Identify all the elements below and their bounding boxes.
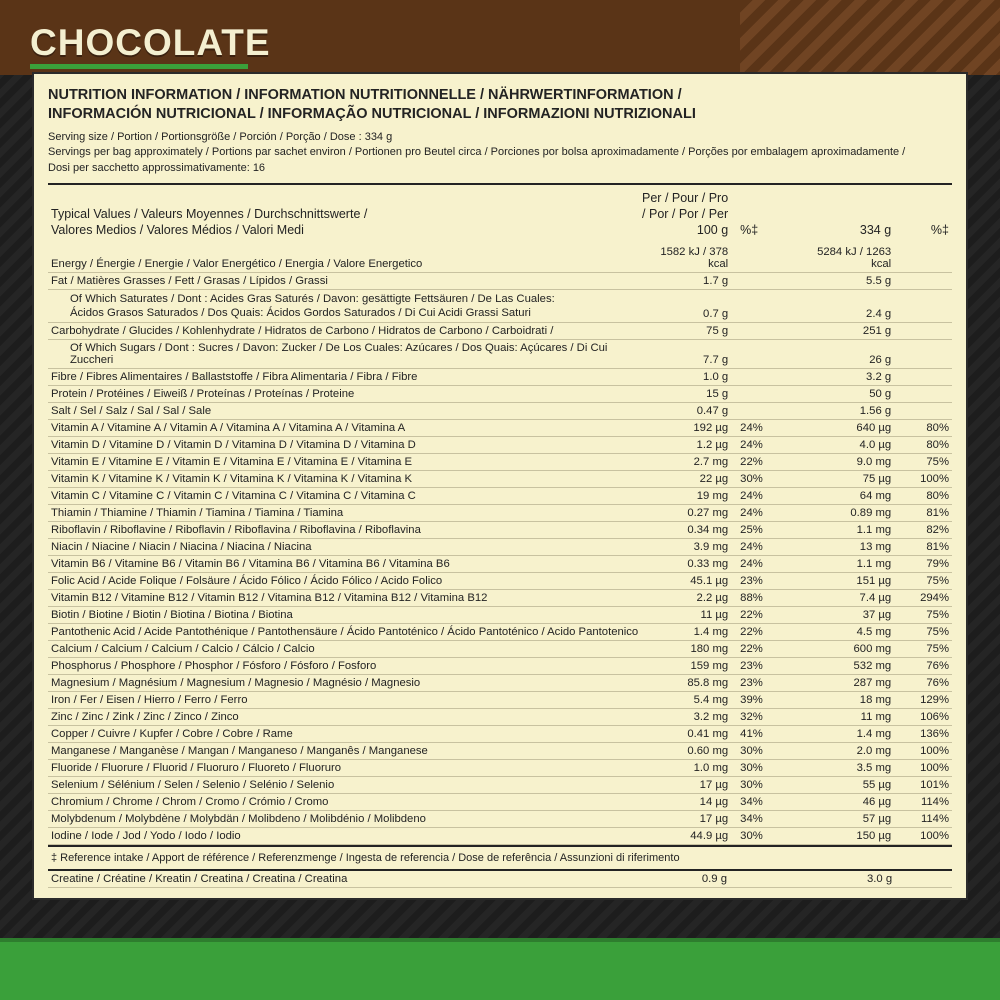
- percent-per-100g: 30%: [736, 827, 795, 844]
- value-per-334g: 18 mg: [795, 691, 899, 708]
- value-per-100g: 1582 kJ / 378 kcal: [639, 244, 736, 273]
- table-row: [48, 385, 952, 402]
- nutrient-name: Riboflavin / Riboflavine / Riboflavin / Riboflavina / Riboflavina / Riboflavina: [48, 521, 639, 538]
- nutrient-name: Pantothenic Acid / Acide Pantothénique / Pantothensäure / Ácido Pantoténico / Ácido Pantoténico / Acido Pantotenico: [48, 623, 639, 640]
- value-per-100g: 1.7 g: [639, 272, 736, 289]
- nutrient-name: Of Which Sugars / Dont : Sucres / Davon: Zucker / De Los Cuales: Azúcares / Dos Quais: Açúcares / Di Cui Zuccheri: [48, 339, 639, 368]
- table-row: [48, 572, 952, 589]
- nutrient-name: Manganese / Manganèse / Mangan / Manganeso / Manganês / Manganese: [48, 742, 639, 759]
- nutrient-name: Salt / Sel / Salz / Sal / Sal / Sale: [48, 402, 639, 419]
- percent-per-100g: 24%: [736, 504, 795, 521]
- header-percent-100g: %‡: [740, 223, 759, 238]
- percent-per-334g: 100%: [899, 470, 952, 487]
- percent-per-100g: [736, 322, 795, 339]
- value-per-100g: 11 µg: [639, 606, 736, 623]
- nutrient-name: Magnesium / Magnésium / Magnesium / Magnesio / Magnésio / Magnesio: [48, 674, 639, 691]
- value-per-100g: 0.27 mg: [639, 504, 736, 521]
- value-per-334g: 3.0 g: [794, 871, 901, 888]
- percent-per-334g: 75%: [899, 623, 952, 640]
- nutrient-name-line: Of Which Saturates / Dont : Acides Gras Saturés / Davon: gesättigte Fettsäuren / De Las Cuales:: [70, 292, 555, 305]
- value-per-100g: 17 µg: [639, 776, 736, 793]
- value-per-334g: 4.5 mg: [795, 623, 899, 640]
- percent-per-334g: 101%: [899, 776, 952, 793]
- value-per-100g: 17 µg: [639, 810, 736, 827]
- nutrient-name: [48, 289, 639, 322]
- table-row: [48, 339, 952, 368]
- value-per-100g: 192 µg: [639, 419, 736, 436]
- table-row: [48, 589, 952, 606]
- nutrition-table-head: [48, 185, 952, 244]
- value-per-100g: 159 mg: [639, 657, 736, 674]
- percent-per-334g: 76%: [899, 657, 952, 674]
- value-per-100g: 14 µg: [639, 793, 736, 810]
- nutrient-name: Fibre / Fibres Alimentaires / Ballaststoffe / Fibra Alimentaria / Fibra / Fibre: [48, 368, 639, 385]
- value-per-100g: 45.1 µg: [639, 572, 736, 589]
- value-per-100g: 0.34 mg: [639, 521, 736, 538]
- table-row: [48, 521, 952, 538]
- header-per-100g-line1: Per / Pour / Pro / Por / Por / Per: [642, 190, 729, 222]
- panel-heading: [48, 86, 952, 124]
- value-per-334g: 26 g: [795, 339, 899, 368]
- percent-per-100g: 30%: [736, 470, 795, 487]
- value-per-334g: 55 µg: [795, 776, 899, 793]
- header-typical-values-line1: Typical Values / Valeurs Moyennes / Durchschnittswerte /: [51, 207, 368, 222]
- table-row: [48, 555, 952, 572]
- percent-per-100g: 22%: [736, 623, 795, 640]
- value-per-334g: 13 mg: [795, 538, 899, 555]
- nutrient-name: Iron / Fer / Eisen / Hierro / Ferro / Ferro: [48, 691, 639, 708]
- percent-per-334g: [900, 871, 952, 888]
- value-per-334g: 64 mg: [795, 487, 899, 504]
- value-per-334g: 640 µg: [795, 419, 899, 436]
- nutrition-table-body: [48, 244, 952, 845]
- nutrient-name: Iodine / Iode / Jod / Yodo / Iodo / Iodio: [48, 827, 639, 844]
- extra-nutrition-table-body: [48, 871, 952, 888]
- percent-per-100g: [735, 871, 793, 888]
- percent-per-334g: 79%: [899, 555, 952, 572]
- table-row: [48, 871, 952, 888]
- header-per-100g-line2: 100 g: [696, 223, 729, 238]
- serving-info: [48, 130, 952, 176]
- value-per-100g: 85.8 mg: [639, 674, 736, 691]
- table-row: [48, 691, 952, 708]
- percent-per-100g: 23%: [736, 657, 795, 674]
- percent-per-334g: 80%: [899, 436, 952, 453]
- value-per-334g: 3.2 g: [795, 368, 899, 385]
- value-per-334g: 532 mg: [795, 657, 899, 674]
- nutrient-name: Vitamin B12 / Vitamine B12 / Vitamin B12 / Vitamina B12 / Vitamina B12 / Vitamina B12: [48, 589, 639, 606]
- table-row: [48, 436, 952, 453]
- value-per-100g: 2.2 µg: [639, 589, 736, 606]
- table-row: [48, 742, 952, 759]
- title-underline: [30, 64, 248, 69]
- nutrient-name: Niacin / Niacine / Niacin / Niacina / Niacina / Niacina: [48, 538, 639, 555]
- table-row: [48, 504, 952, 521]
- header-typical-values-line2: Valores Medios / Valores Médios / Valori Medi: [51, 223, 304, 238]
- nutrient-name: Vitamin D / Vitamine D / Vitamin D / Vitamina D / Vitamina D / Vitamina D: [48, 436, 639, 453]
- percent-per-334g: [899, 244, 952, 273]
- percent-per-100g: 22%: [736, 606, 795, 623]
- nutrient-name: Copper / Cuivre / Kupfer / Cobre / Cobre / Rame: [48, 725, 639, 742]
- percent-per-100g: [736, 244, 795, 273]
- nutrient-name: Biotin / Biotine / Biotin / Biotina / Biotina / Biotina: [48, 606, 639, 623]
- servings-per-bag-line2: Dosi per sacchetto approssimativamente: 16: [48, 161, 266, 174]
- value-per-334g: 46 µg: [795, 793, 899, 810]
- percent-per-100g: 32%: [736, 708, 795, 725]
- value-per-100g: 1.0 mg: [639, 759, 736, 776]
- value-per-100g: 0.9 g: [636, 871, 735, 888]
- header-percent-334g: %‡: [930, 223, 949, 238]
- value-per-334g: 3.5 mg: [795, 759, 899, 776]
- percent-per-334g: [899, 289, 952, 322]
- table-row: [48, 674, 952, 691]
- nutrition-table: [48, 185, 952, 845]
- value-per-334g: 150 µg: [795, 827, 899, 844]
- panel-heading-line1: NUTRITION INFORMATION / INFORMATION NUTRITIONNELLE / NÄHRWERTINFORMATION /: [48, 87, 682, 103]
- percent-per-100g: 34%: [736, 810, 795, 827]
- extra-nutrition-table: [48, 871, 952, 888]
- value-per-100g: 19 mg: [639, 487, 736, 504]
- value-per-100g: 0.60 mg: [639, 742, 736, 759]
- table-row: [48, 759, 952, 776]
- flavour-title: CHOCOLATE: [30, 22, 271, 63]
- value-per-334g: 151 µg: [795, 572, 899, 589]
- percent-per-334g: 100%: [899, 742, 952, 759]
- percent-per-100g: 34%: [736, 793, 795, 810]
- nutrient-name: Calcium / Calcium / Calcium / Calcio / Cálcio / Calcio: [48, 640, 639, 657]
- percent-per-334g: 76%: [899, 674, 952, 691]
- value-per-100g: 0.47 g: [639, 402, 736, 419]
- header-typical-values: [48, 185, 639, 244]
- table-row: [48, 606, 952, 623]
- nutrient-name: Protein / Protéines / Eiweiß / Proteínas / Proteínas / Proteine: [48, 385, 639, 402]
- percent-per-100g: 22%: [736, 640, 795, 657]
- percent-per-100g: [736, 385, 795, 402]
- percent-per-100g: 23%: [736, 572, 795, 589]
- background-green-band: [0, 942, 1000, 1000]
- percent-per-100g: 24%: [736, 419, 795, 436]
- nutrient-name: Zinc / Zinc / Zink / Zinc / Zinco / Zinco: [48, 708, 639, 725]
- value-per-100g: 0.41 mg: [639, 725, 736, 742]
- value-per-100g: 22 µg: [639, 470, 736, 487]
- value-per-334g: 1.1 mg: [795, 521, 899, 538]
- table-header-row: [48, 185, 952, 244]
- nutrition-panel: [32, 72, 968, 900]
- percent-per-100g: [736, 402, 795, 419]
- value-per-100g: 180 mg: [639, 640, 736, 657]
- percent-per-334g: 294%: [899, 589, 952, 606]
- percent-per-334g: 75%: [899, 453, 952, 470]
- nutrient-name: Creatine / Créatine / Kreatin / Creatina / Creatina / Creatina: [48, 871, 636, 888]
- value-per-100g: 15 g: [639, 385, 736, 402]
- value-per-334g: 0.89 mg: [795, 504, 899, 521]
- table-row: [48, 368, 952, 385]
- value-per-100g: 5.4 mg: [639, 691, 736, 708]
- percent-per-334g: 75%: [899, 572, 952, 589]
- header-per-334g-line2: 334 g: [859, 223, 892, 238]
- nutrient-name: Thiamin / Thiamine / Thiamin / Tiamina / Tiamina / Tiamina: [48, 504, 639, 521]
- reference-intake-footnote: ‡ Reference intake / Apport de référence / Referenzmenge / Ingesta de referencia / Dose de referência / Assunzioni di riferimento: [51, 851, 680, 864]
- value-per-100g: 3.9 mg: [639, 538, 736, 555]
- nutrient-name: Energy / Énergie / Energie / Valor Energético / Energia / Valore Energetico: [48, 244, 639, 273]
- table-row: [48, 453, 952, 470]
- value-per-334g: 287 mg: [795, 674, 899, 691]
- value-per-334g: 5284 kJ / 1263 kcal: [795, 244, 899, 273]
- nutrient-name: Phosphorus / Phosphore / Phosphor / Fósforo / Fósforo / Fosforo: [48, 657, 639, 674]
- value-per-334g: 2.4 g: [795, 289, 899, 322]
- panel-heading-line2: INFORMACIÓN NUTRICIONAL / INFORMAÇÃO NUTRICIONAL / INFORMAZIONI NUTRIZIONALI: [48, 106, 696, 123]
- percent-per-100g: 30%: [736, 776, 795, 793]
- value-per-100g: 1.2 µg: [639, 436, 736, 453]
- value-per-100g: 75 g: [639, 322, 736, 339]
- percent-per-100g: 24%: [736, 436, 795, 453]
- value-per-334g: 37 µg: [795, 606, 899, 623]
- percent-per-334g: 136%: [899, 725, 952, 742]
- percent-per-334g: 100%: [899, 827, 952, 844]
- value-per-334g: 1.56 g: [795, 402, 899, 419]
- percent-per-100g: [736, 368, 795, 385]
- percent-per-334g: 75%: [899, 606, 952, 623]
- percent-per-334g: 114%: [899, 793, 952, 810]
- percent-per-334g: [899, 368, 952, 385]
- background-brown-stripes: [740, 0, 1000, 75]
- percent-per-100g: 24%: [736, 487, 795, 504]
- table-row: [48, 657, 952, 674]
- table-row: [48, 470, 952, 487]
- table-row: [48, 244, 952, 273]
- percent-per-100g: [736, 339, 795, 368]
- value-per-334g: 251 g: [795, 322, 899, 339]
- table-row: [48, 419, 952, 436]
- value-per-334g: 600 mg: [795, 640, 899, 657]
- table-row: [48, 402, 952, 419]
- percent-per-100g: 88%: [736, 589, 795, 606]
- percent-per-334g: 81%: [899, 538, 952, 555]
- value-per-334g: 4.0 µg: [795, 436, 899, 453]
- percent-per-100g: [736, 289, 795, 322]
- percent-per-100g: 30%: [736, 759, 795, 776]
- table-row: [48, 725, 952, 742]
- serving-size: Serving size / Portion / Portionsgröße / Porción / Porção / Dose : 334 g: [48, 131, 393, 144]
- percent-per-334g: 114%: [899, 810, 952, 827]
- percent-per-100g: 41%: [736, 725, 795, 742]
- percent-per-100g: 39%: [736, 691, 795, 708]
- percent-per-100g: 24%: [736, 555, 795, 572]
- table-row: [48, 810, 952, 827]
- value-per-100g: 7.7 g: [639, 339, 736, 368]
- table-row: [48, 827, 952, 844]
- header-per-100g: [639, 185, 736, 244]
- value-per-334g: 5.5 g: [795, 272, 899, 289]
- percent-per-334g: [899, 385, 952, 402]
- value-per-334g: 1.1 mg: [795, 555, 899, 572]
- percent-per-334g: 80%: [899, 419, 952, 436]
- nutrient-name: Fat / Matières Grasses / Fett / Grasas / Lípidos / Grassi: [48, 272, 639, 289]
- percent-per-100g: 30%: [736, 742, 795, 759]
- table-row: [48, 538, 952, 555]
- percent-per-334g: 106%: [899, 708, 952, 725]
- value-per-100g: 0.7 g: [639, 289, 736, 322]
- percent-per-100g: [736, 272, 795, 289]
- value-per-334g: 7.4 µg: [795, 589, 899, 606]
- percent-per-334g: 80%: [899, 487, 952, 504]
- value-per-334g: 57 µg: [795, 810, 899, 827]
- percent-per-100g: 25%: [736, 521, 795, 538]
- table-row: [48, 793, 952, 810]
- nutrient-name: Vitamin B6 / Vitamine B6 / Vitamin B6 / Vitamina B6 / Vitamina B6 / Vitamina B6: [48, 555, 639, 572]
- value-per-334g: 9.0 mg: [795, 453, 899, 470]
- nutrient-name: Vitamin C / Vitamine C / Vitamin C / Vitamina C / Vitamina C / Vitamina C: [48, 487, 639, 504]
- percent-per-100g: 24%: [736, 538, 795, 555]
- table-row: [48, 322, 952, 339]
- value-per-100g: 3.2 mg: [639, 708, 736, 725]
- nutrient-name-line: Ácidos Grasos Saturados / Dos Quais: Ácidos Gordos Saturados / Di Cui Acidi Grassi Saturi: [70, 306, 531, 319]
- table-row: [48, 708, 952, 725]
- percent-per-334g: [899, 339, 952, 368]
- value-per-100g: 2.7 mg: [639, 453, 736, 470]
- nutrient-name: Folic Acid / Acide Folique / Folsäure / Ácido Fólico / Ácido Fólico / Acido Folico: [48, 572, 639, 589]
- table-row: [48, 776, 952, 793]
- percent-per-334g: 100%: [899, 759, 952, 776]
- percent-per-100g: 23%: [736, 674, 795, 691]
- nutrient-name: Vitamin K / Vitamine K / Vitamin K / Vitamina K / Vitamina K / Vitamina K: [48, 470, 639, 487]
- nutrient-name: Fluoride / Fluorure / Fluorid / Fluoruro / Fluoreto / Fluoruro: [48, 759, 639, 776]
- servings-per-bag-line1: Servings per bag approximately / Portions par sachet environ / Portionen pro Beutel circa / Porciones por bolsa aproximadamente / Porções por embalagem aproximadamente /: [48, 146, 906, 159]
- percent-per-334g: [899, 402, 952, 419]
- nutrient-name: Carbohydrate / Glucides / Kohlenhydrate / Hidratos de Carbono / Hidratos de Carbono / Carboidrati /: [48, 322, 639, 339]
- percent-per-334g: [899, 272, 952, 289]
- percent-per-334g: 82%: [899, 521, 952, 538]
- value-per-100g: 0.33 mg: [639, 555, 736, 572]
- table-row: [48, 487, 952, 504]
- nutrient-name: Vitamin E / Vitamine E / Vitamin E / Vitamina E / Vitamina E / Vitamina E: [48, 453, 639, 470]
- percent-per-334g: 81%: [899, 504, 952, 521]
- value-per-100g: 44.9 µg: [639, 827, 736, 844]
- table-row: [48, 272, 952, 289]
- nutrient-name: Selenium / Sélénium / Selen / Selenio / Selénio / Selenio: [48, 776, 639, 793]
- percent-per-334g: 129%: [899, 691, 952, 708]
- value-per-334g: 75 µg: [795, 470, 899, 487]
- table-row: [48, 640, 952, 657]
- nutrient-name: Chromium / Chrome / Chrom / Cromo / Crómio / Cromo: [48, 793, 639, 810]
- table-row: [48, 289, 952, 322]
- value-per-334g: 2.0 mg: [795, 742, 899, 759]
- percent-per-100g: 22%: [736, 453, 795, 470]
- value-per-334g: 50 g: [795, 385, 899, 402]
- value-per-100g: 1.0 g: [639, 368, 736, 385]
- value-per-334g: 11 mg: [795, 708, 899, 725]
- header-per-334g: [795, 185, 899, 244]
- nutrient-name: Vitamin A / Vitamine A / Vitamin A / Vitamina A / Vitamina A / Vitamina A: [48, 419, 639, 436]
- value-per-334g: 1.4 mg: [795, 725, 899, 742]
- percent-per-334g: [899, 322, 952, 339]
- value-per-100g: 1.4 mg: [639, 623, 736, 640]
- table-row: [48, 623, 952, 640]
- nutrient-name: Molybdenum / Molybdène / Molybdän / Molibdeno / Molibdénio / Molibdeno: [48, 810, 639, 827]
- percent-per-334g: 75%: [899, 640, 952, 657]
